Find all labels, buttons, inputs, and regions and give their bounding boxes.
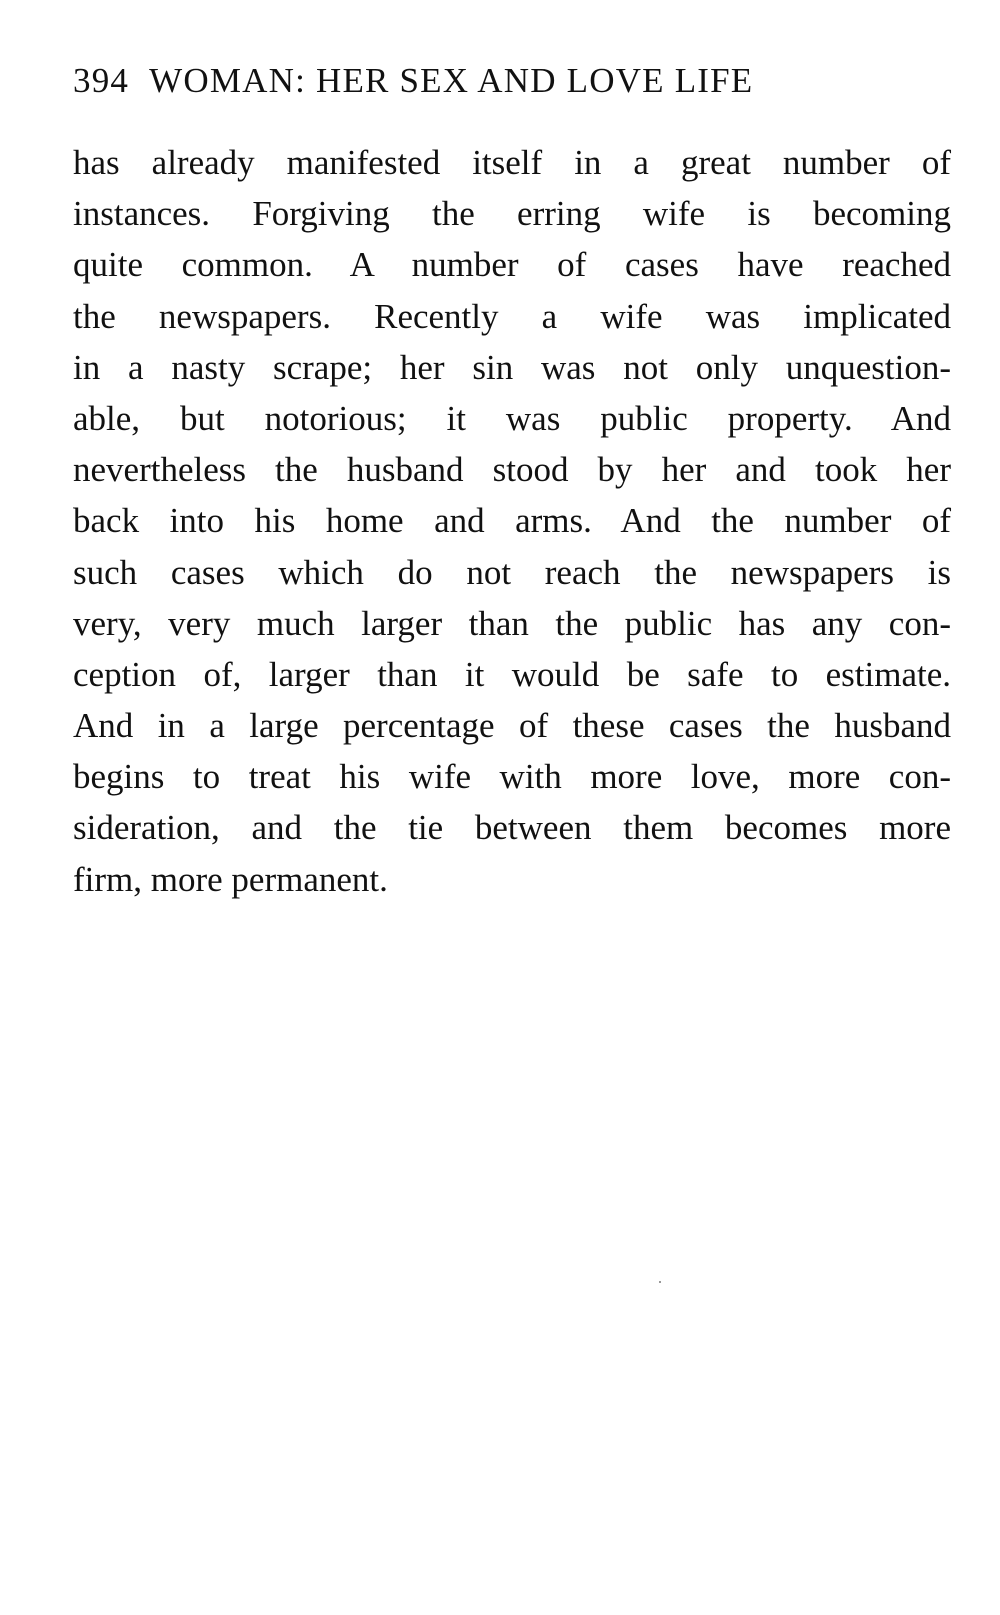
- text-line: nevertheless the husband stood by her and took her: [73, 450, 951, 490]
- page-number: 394: [73, 61, 130, 100]
- text-line: the newspapers. Recently a wife was implicated: [73, 296, 951, 336]
- text-line: such cases which do not reach the newspapers is: [73, 552, 951, 592]
- scan-speck: [659, 1281, 661, 1283]
- text-line: very, very much larger than the public has any con-: [73, 603, 951, 643]
- text-line: sideration, and the tie between them becomes more: [73, 808, 951, 848]
- text-line: quite common. A number of cases have reached: [73, 245, 951, 285]
- running-title: WOMAN: HER SEX AND LOVE LIFE: [149, 61, 754, 100]
- text-line: instances. Forgiving the erring wife is becoming: [73, 194, 951, 234]
- text-line: back into his home and arms. And the number of: [73, 501, 951, 541]
- text-line: firm, more permanent.: [73, 859, 388, 899]
- text-line: ception of, larger than it would be safe to estimate.: [73, 654, 951, 694]
- text-line: And in a large percentage of these cases the husband: [73, 706, 951, 746]
- body-paragraph: [73, 137, 951, 905]
- running-head: [73, 60, 953, 102]
- text-line: in a nasty scrape; her sin was not only unquestion-: [73, 347, 951, 387]
- text-line: able, but notorious; it was public property. And: [73, 398, 951, 438]
- text-line: has already manifested itself in a great number of: [73, 143, 951, 182]
- text-line: begins to treat his wife with more love, more con-: [73, 757, 951, 797]
